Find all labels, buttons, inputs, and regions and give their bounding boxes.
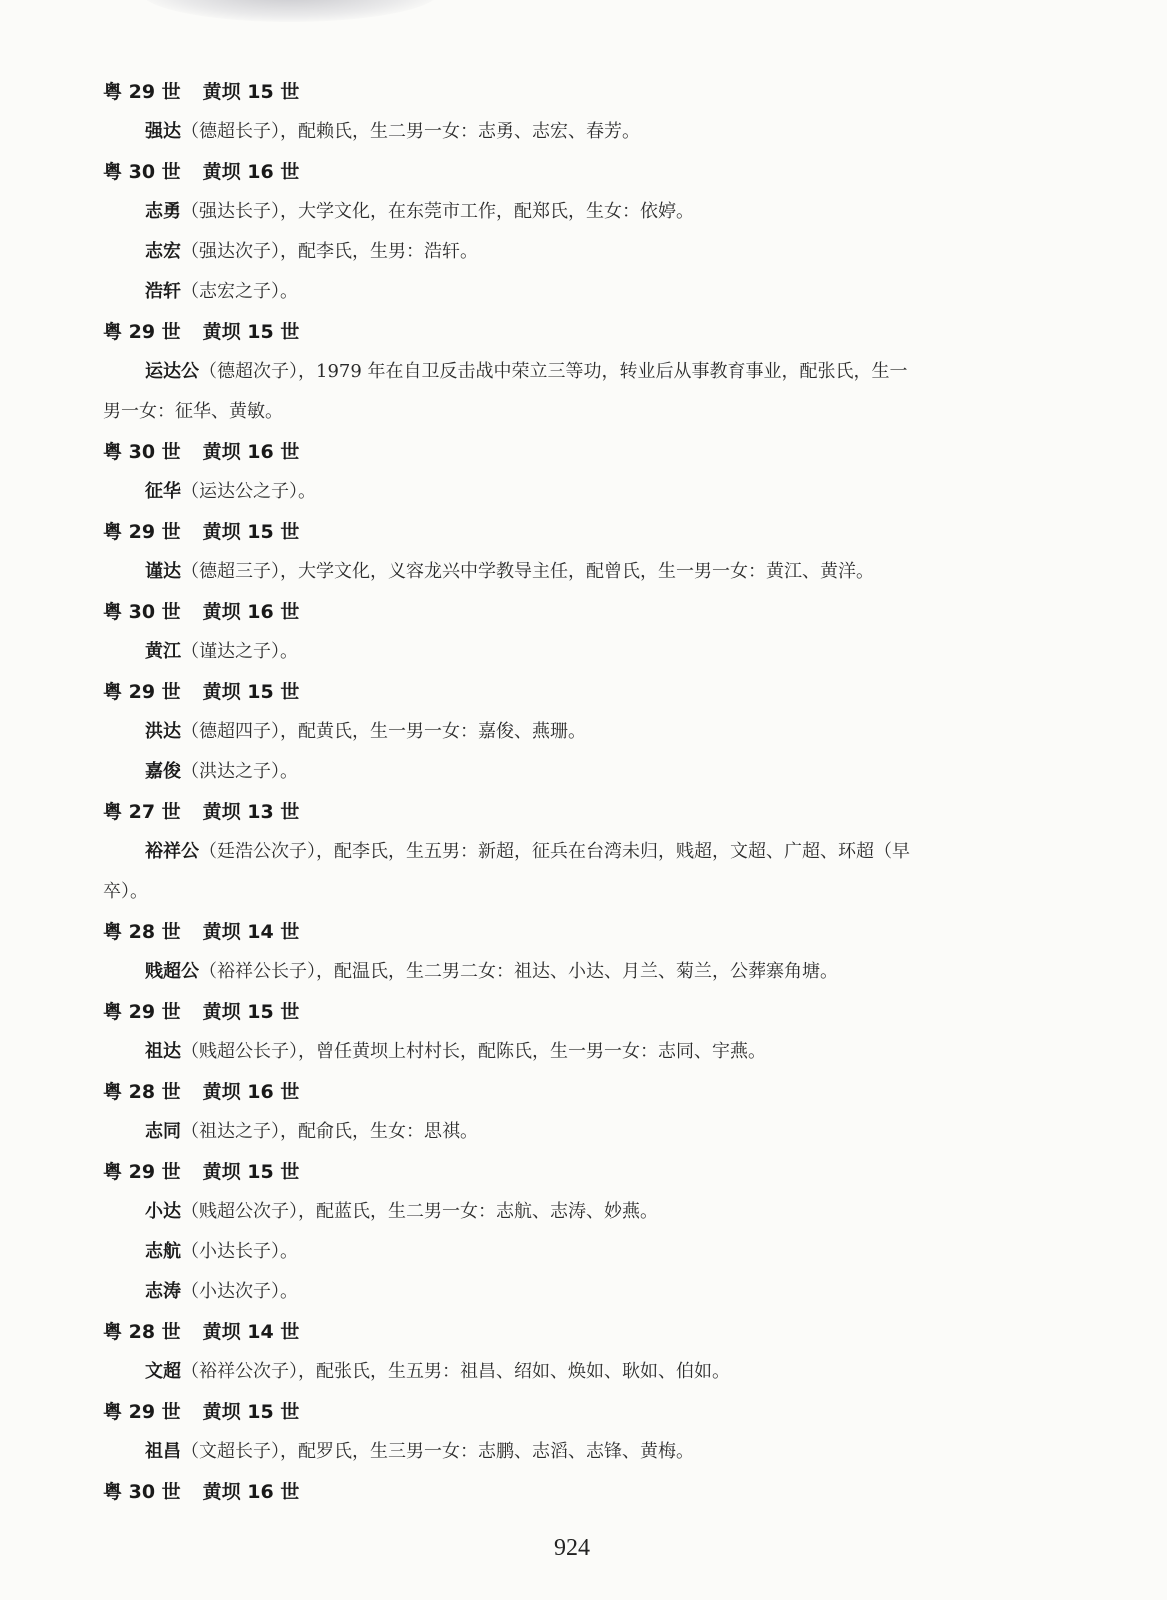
person-entry: [0, 1352, 1167, 1392]
continuation-text: 男一女：征华、黄敏。: [103, 401, 283, 422]
person-entry: [0, 632, 1167, 672]
person-description: （祖达之子），配俞氏，生女：思祺。: [181, 1121, 478, 1142]
person-name: 谨达: [145, 561, 181, 582]
person-description: （德超长子），配赖氏，生二男一女：志勇、志宏、春芳。: [181, 121, 640, 142]
person-description: （小达长子）。: [181, 1241, 298, 1262]
generation-right: 黄坝 15 世: [202, 1401, 300, 1423]
generation-right: 黄坝 16 世: [202, 601, 300, 623]
generation-heading: [0, 792, 1167, 832]
person-entry: [0, 1432, 1167, 1472]
continuation-text: 卒）。: [103, 881, 148, 902]
generation-heading: [0, 592, 1167, 632]
person-name: 浩轩: [145, 281, 181, 302]
person-description: （贱超公次子），配蓝氏，生二男一女：志航、志涛、妙燕。: [181, 1201, 658, 1222]
entry-continuation: [0, 392, 1167, 432]
generation-right: 黄坝 14 世: [202, 921, 300, 943]
person-name: 小达: [145, 1201, 181, 1222]
generation-right: 黄坝 15 世: [202, 1161, 300, 1183]
person-description: （德超四子），配黄氏，生一男一女：嘉俊、燕珊。: [181, 721, 586, 742]
generation-heading: [0, 912, 1167, 952]
generation-heading: [0, 672, 1167, 712]
person-description: （洪达之子）。: [181, 761, 298, 782]
generation-heading: [0, 432, 1167, 472]
scan-edge-shadow: [140, 0, 440, 22]
person-name: 嘉俊: [145, 761, 181, 782]
generation-heading: [0, 992, 1167, 1032]
person-entry: [0, 1112, 1167, 1152]
person-name: 志宏: [145, 241, 181, 262]
generation-right: 黄坝 15 世: [202, 1001, 300, 1023]
person-entry: [0, 232, 1167, 272]
person-entry: [0, 552, 1167, 592]
person-entry: [0, 272, 1167, 312]
person-entry: [0, 1232, 1167, 1272]
generation-right: 黄坝 15 世: [202, 81, 300, 103]
generation-left: 粤 29 世: [103, 1161, 181, 1183]
generation-right: 黄坝 15 世: [202, 521, 300, 543]
person-description: （德超三子），大学文化，义容龙兴中学教导主任，配曾氏，生一男一女：黄江、黄洋。: [181, 561, 874, 582]
person-description: （廷浩公次子），配李氏，生五男：新超，征兵在台湾未归，贱超，文超、广超、环超（早: [199, 841, 910, 862]
person-entry: [0, 1272, 1167, 1312]
person-entry: [0, 352, 1167, 392]
person-description: （裕祥公长子），配温氏，生二男二女：祖达、小达、月兰、菊兰，公葬寨角塘。: [199, 961, 838, 982]
generation-left: 粤 29 世: [103, 81, 181, 103]
person-name: 志同: [145, 1121, 181, 1142]
generation-right: 黄坝 16 世: [202, 441, 300, 463]
generation-left: 粤 29 世: [103, 1001, 181, 1023]
generation-left: 粤 28 世: [103, 921, 181, 943]
generation-heading: [0, 1312, 1167, 1352]
generation-right: 黄坝 16 世: [202, 161, 300, 183]
page-number: 924: [554, 1535, 590, 1561]
generation-right: 黄坝 14 世: [202, 1321, 300, 1343]
person-description: （小达次子）。: [181, 1281, 298, 1302]
person-name: 强达: [145, 121, 181, 142]
person-description: （强达次子），配李氏，生男：浩轩。: [181, 241, 478, 262]
generation-left: 粤 29 世: [103, 1401, 181, 1423]
person-entry: [0, 952, 1167, 992]
generation-left: 粤 28 世: [103, 1321, 181, 1343]
generation-heading: [0, 72, 1167, 112]
generation-heading: [0, 1072, 1167, 1112]
person-entry: [0, 192, 1167, 232]
genealogy-content: [0, 72, 1167, 1512]
person-entry: [0, 712, 1167, 752]
person-name: 裕祥公: [145, 841, 199, 862]
person-name: 贱超公: [145, 961, 199, 982]
generation-right: 黄坝 13 世: [202, 801, 300, 823]
generation-left: 粤 30 世: [103, 161, 181, 183]
entry-continuation: [0, 872, 1167, 912]
person-name: 祖达: [145, 1041, 181, 1062]
generation-heading: [0, 1472, 1167, 1512]
person-description: （志宏之子）。: [181, 281, 298, 302]
generation-left: 粤 29 世: [103, 681, 181, 703]
generation-right: 黄坝 16 世: [202, 1081, 300, 1103]
generation-heading: [0, 512, 1167, 552]
person-name: 文超: [145, 1361, 181, 1382]
generation-left: 粤 28 世: [103, 1081, 181, 1103]
generation-left: 粤 27 世: [103, 801, 181, 823]
generation-left: 粤 29 世: [103, 321, 181, 343]
person-description: （运达公之子）。: [181, 481, 316, 502]
person-name: 志勇: [145, 201, 181, 222]
person-entry: [0, 1192, 1167, 1232]
person-name: 洪达: [145, 721, 181, 742]
person-name: 志涛: [145, 1281, 181, 1302]
generation-left: 粤 30 世: [103, 601, 181, 623]
person-name: 祖昌: [145, 1441, 181, 1462]
generation-right: 黄坝 16 世: [202, 1481, 300, 1503]
person-description: （谨达之子）。: [181, 641, 298, 662]
person-description: （裕祥公次子），配张氏，生五男：祖昌、绍如、焕如、耿如、伯如。: [181, 1361, 730, 1382]
person-entry: [0, 832, 1167, 872]
generation-heading: [0, 1392, 1167, 1432]
generation-right: 黄坝 15 世: [202, 681, 300, 703]
person-entry: [0, 472, 1167, 512]
person-entry: [0, 1032, 1167, 1072]
person-name: 征华: [145, 481, 181, 502]
person-entry: [0, 752, 1167, 792]
person-entry: [0, 112, 1167, 152]
person-description: （强达长子），大学文化，在东莞市工作，配郑氏，生女：依婷。: [181, 201, 694, 222]
person-name: 运达公: [145, 361, 199, 382]
generation-left: 粤 29 世: [103, 521, 181, 543]
person-name: 黄江: [145, 641, 181, 662]
person-description: （文超长子），配罗氏，生三男一女：志鹏、志滔、志锋、黄梅。: [181, 1441, 694, 1462]
generation-heading: [0, 152, 1167, 192]
generation-left: 粤 30 世: [103, 441, 181, 463]
generation-heading: [0, 312, 1167, 352]
generation-right: 黄坝 15 世: [202, 321, 300, 343]
generation-left: 粤 30 世: [103, 1481, 181, 1503]
person-description: （贱超公长子），曾任黄坝上村村长，配陈氏，生一男一女：志同、宇燕。: [181, 1041, 766, 1062]
generation-heading: [0, 1152, 1167, 1192]
person-description: （德超次子），1979 年在自卫反击战中荣立三等功，转业后从事教育事业，配张氏，生一: [199, 361, 908, 382]
person-name: 志航: [145, 1241, 181, 1262]
